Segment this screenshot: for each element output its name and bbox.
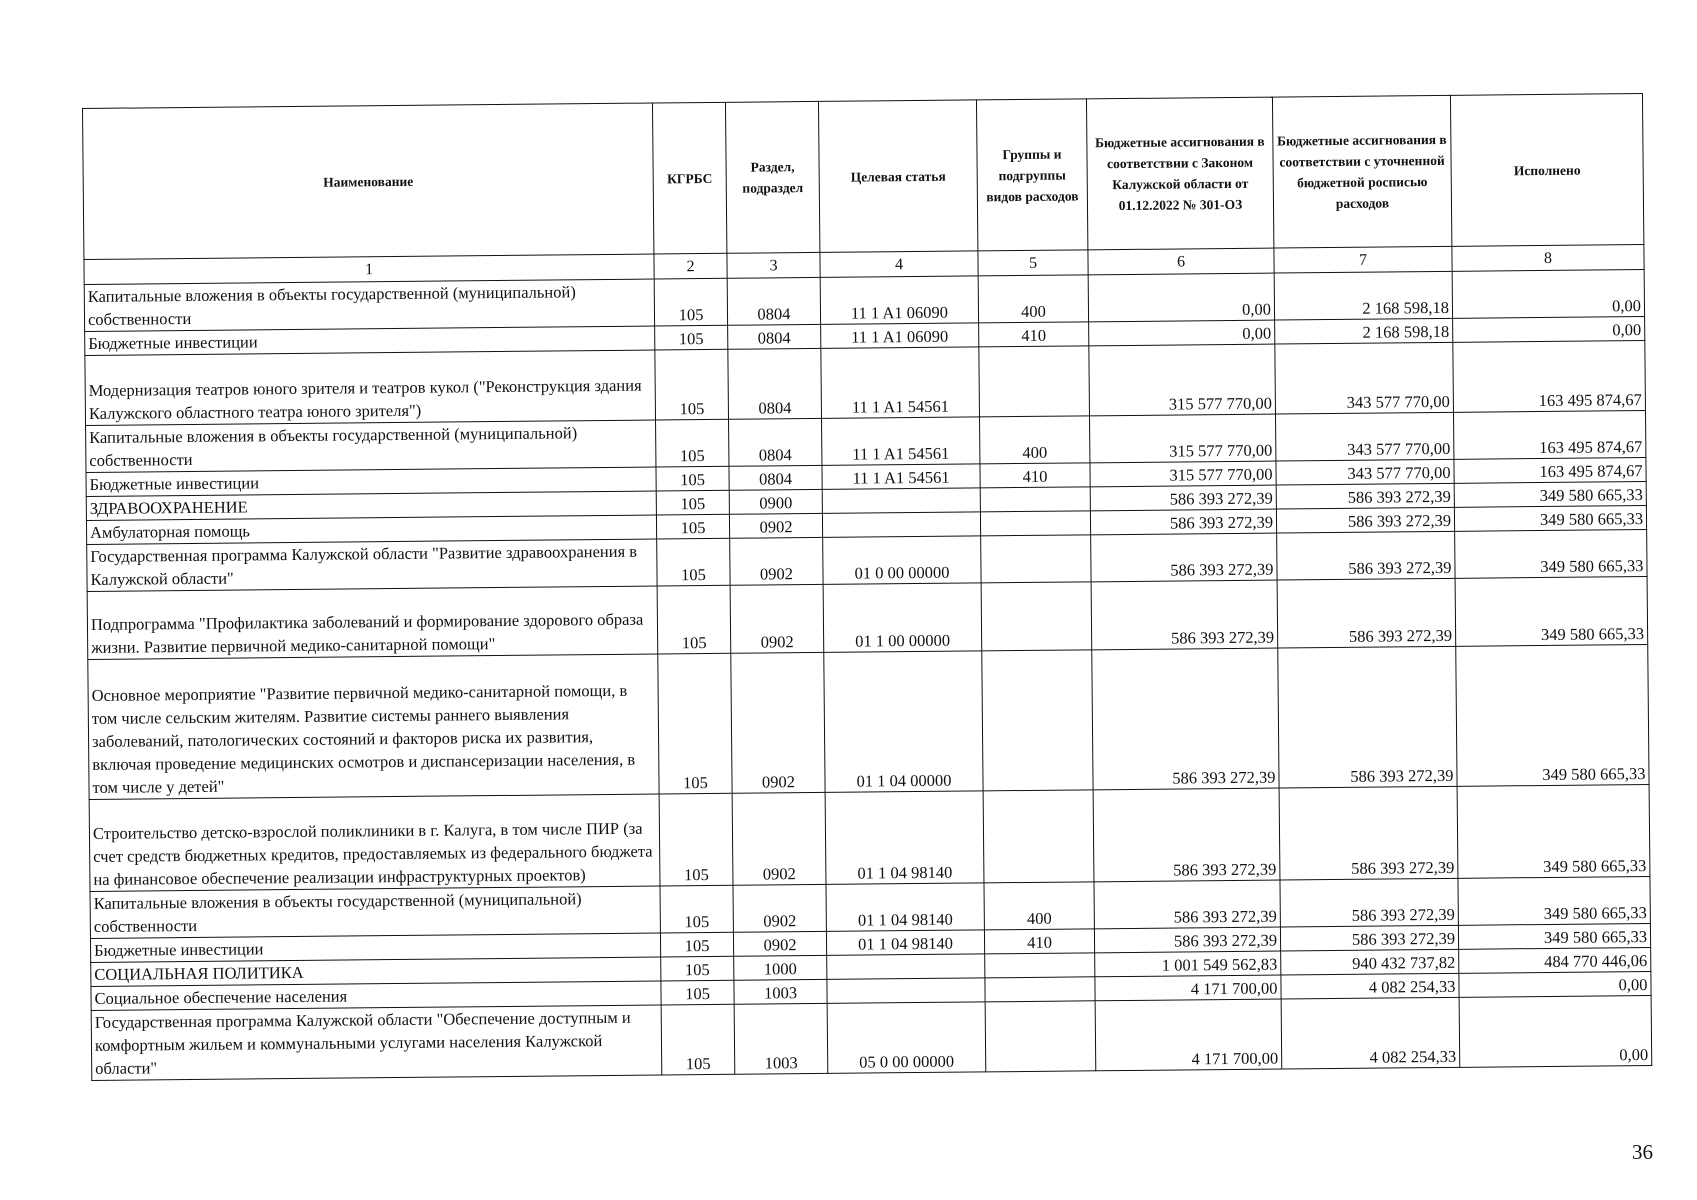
row-law-amount: 4 171 700,00 [1095,975,1281,1001]
row-section: 0902 [729,513,822,538]
row-group [980,487,1090,512]
row-refined-amount: 2 168 598,18 [1274,271,1452,320]
row-section: 0902 [731,652,825,793]
row-name: Капитальные вложения в объекты государственной (муниципальной) собственности [90,886,660,938]
row-kgrbs: 105 [655,325,728,350]
row-executed-amount: 0,00 [1459,971,1651,997]
row-group: 410 [980,463,1090,488]
row-target: 01 1 04 98140 [825,791,984,885]
row-executed-amount: 349 580 665,33 [1455,530,1647,579]
row-law-amount: 315 577 770,00 [1090,461,1276,487]
row-kgrbs: 105 [656,419,729,467]
row-target: 01 1 00 00000 [823,583,982,653]
row-group: 400 [984,882,1094,930]
row-group: 400 [980,416,1090,464]
row-kgrbs: 105 [654,278,727,326]
header-groups: Группы и подгруппы видов расходов [976,99,1087,251]
row-section: 0902 [732,792,826,885]
row-section: 0900 [729,489,822,514]
row-group: 410 [979,322,1089,347]
header-kgrbs: КГРБС [652,102,726,254]
row-section: 0804 [729,465,822,490]
row-refined-amount: 2 168 598,18 [1275,318,1453,344]
row-executed-amount: 163 495 874,67 [1453,411,1645,460]
row-law-amount: 586 393 272,39 [1091,580,1278,650]
row-name: Государственная программа Калужской области "Развитие здравоохранения в Калужской области" [87,539,657,591]
row-law-amount: 586 393 272,39 [1090,485,1276,511]
row-name: Модернизация театров юного зрителя и театров кукол ("Реконструкция здания Калужского областного театра юного зрителя") [85,350,656,425]
row-group [981,535,1091,583]
row-executed-amount: 349 580 665,33 [1458,876,1650,925]
row-section: 1000 [734,955,827,980]
row-section: 0804 [728,324,821,349]
row-law-amount: 586 393 272,39 [1094,880,1280,929]
row-refined-amount: 343 577 770,00 [1275,412,1453,461]
row-section: 1003 [734,1003,828,1074]
row-kgrbs: 105 [659,793,733,886]
row-name: Капитальные вложения в объекты государственной (муниципальной) собственности [86,420,656,472]
row-name: Бюджетные инвестиции [86,467,656,496]
row-executed-amount: 349 580 665,33 [1455,576,1648,646]
row-group [981,582,1092,651]
row-section: 0804 [728,348,822,419]
row-kgrbs: 105 [661,1004,735,1075]
row-section: 0902 [730,537,823,585]
header-law: Бюджетные ассигнования в соответствии с Законом Калужской области от 01.12.2022 № 301-ОЗ [1086,97,1273,250]
row-executed-amount: 349 580 665,33 [1456,644,1649,786]
col-number: 2 [654,253,727,279]
header-name: Наименование [83,103,654,259]
row-refined-amount: 343 577 770,00 [1276,459,1454,485]
row-group [982,650,1093,791]
row-group: 410 [984,929,1094,954]
col-number: 6 [1088,248,1274,275]
row-name: Капитальные вложения в объекты государственной (муниципальной) собственности [84,279,654,331]
row-kgrbs: 105 [657,585,731,654]
col-number: 8 [1452,245,1644,272]
row-name: Бюджетные инвестиции [90,933,660,962]
row-name: ЗДРАВООХРАНЕНИЕ [86,491,656,520]
row-executed-amount: 163 495 874,67 [1453,341,1646,413]
table-row [88,644,1649,799]
row-section: 1003 [734,979,827,1004]
col-number: 1 [84,254,654,284]
row-section: 0804 [727,277,820,325]
row-kgrbs: 105 [656,466,729,491]
row-law-amount: 4 171 700,00 [1095,999,1282,1071]
row-kgrbs: 105 [657,538,730,586]
row-refined-amount: 586 393 272,39 [1278,646,1457,788]
row-kgrbs: 105 [656,514,729,539]
row-target: 11 1 A1 06090 [821,323,979,349]
row-section: 0902 [730,584,824,653]
col-number: 4 [820,251,978,278]
budget-table [82,93,1652,1081]
table-body [84,270,1652,1081]
row-refined-amount: 586 393 272,39 [1277,578,1456,648]
row-target: 11 1 A1 54561 [822,417,980,466]
row-executed-amount: 349 580 665,33 [1457,784,1650,878]
row-executed-amount: 484 770 446,06 [1459,947,1651,973]
row-name: Строительство детско-взрослой поликлиники в г. Калуга, в том числе ПИР (за счет средств бюджетных кредитов, предоставляемых из федерального бюджета на финансовое обеспечение реализации инфраструктурных проектов) [89,794,660,891]
row-target [827,978,985,1004]
budget-table-sheet [82,93,1651,1081]
row-group [979,346,1090,417]
row-refined-amount: 343 577 770,00 [1275,342,1454,414]
row-section: 0902 [733,931,826,956]
row-name: СОЦИАЛЬНАЯ ПОЛИТИКА [91,957,661,986]
table-row [91,995,1652,1080]
row-section: 0804 [729,418,822,466]
row-target [822,512,980,538]
header-refined: Бюджетные ассигнования в соответствии с уточненной бюджетной росписью расходов [1272,95,1451,248]
row-executed-amount: 0,00 [1452,270,1644,319]
row-name: Бюджетные инвестиции [85,326,655,355]
row-law-amount: 1 001 549 562,83 [1095,951,1281,977]
row-law-amount: 586 393 272,39 [1093,788,1280,882]
row-target: 11 1 A1 54561 [821,347,980,419]
row-law-amount: 0,00 [1089,320,1275,346]
row-refined-amount: 586 393 272,39 [1276,507,1454,533]
row-kgrbs: 105 [661,980,734,1005]
row-executed-amount: 349 580 665,33 [1458,923,1650,949]
header-executed: Исполнено [1450,94,1643,247]
row-kgrbs: 105 [655,349,729,420]
table-row [89,784,1650,891]
row-group [983,790,1094,883]
row-executed-amount: 349 580 665,33 [1454,506,1646,532]
row-law-amount: 586 393 272,39 [1091,533,1277,582]
col-number: 5 [978,250,1088,276]
row-refined-amount: 586 393 272,39 [1277,531,1455,580]
row-section: 0902 [733,884,826,932]
row-refined-amount: 940 432 737,82 [1281,949,1459,975]
row-target: 01 1 04 98140 [826,930,984,956]
row-target: 11 1 A1 54561 [822,464,980,490]
row-group: 400 [978,275,1088,323]
row-law-amount: 586 393 272,39 [1090,509,1276,535]
row-target: 01 1 04 98140 [826,883,984,932]
row-group [985,977,1095,1002]
row-refined-amount: 586 393 272,39 [1280,925,1458,951]
row-refined-amount: 586 393 272,39 [1276,483,1454,509]
row-law-amount: 315 577 770,00 [1090,414,1276,463]
page-number: 36 [1632,1140,1653,1164]
row-law-amount: 315 577 770,00 [1089,344,1276,416]
header-section: Раздел, подраздел [725,101,819,253]
row-target: 01 0 00 00000 [823,536,981,585]
row-target: 11 1 A1 06090 [820,276,978,325]
col-number: 7 [1274,246,1452,273]
row-name: Государственная программа Калужской области "Обеспечение доступным и комфортным жильем и коммунальными услугами населения Калужской области" [91,1005,662,1080]
row-group [980,511,1090,536]
row-executed-amount: 349 580 665,33 [1454,482,1646,508]
row-target: 05 0 00 00000 [827,1002,986,1074]
col-number: 3 [727,252,820,278]
row-refined-amount: 586 393 272,39 [1279,786,1458,880]
row-name: Основное мероприятие "Развитие первичной медико-санитарной помощи, в том числе сельским жителям. Развитие системы раннего выявления заболеваний, патологических состояний и факторов риска их развития, включая проведение медицинских осмотров и диспансеризации населения, в том числе у детей" [88,654,659,799]
row-target: 01 1 04 00000 [824,651,983,793]
row-law-amount: 586 393 272,39 [1092,648,1279,790]
header-row [83,94,1644,260]
row-target [822,488,980,514]
row-kgrbs: 105 [656,490,729,515]
row-kgrbs: 105 [660,932,733,957]
row-group [985,953,1095,978]
row-name: Амбулаторная помощь [86,515,656,544]
row-law-amount: 586 393 272,39 [1094,927,1280,953]
row-kgrbs: 105 [660,885,733,933]
row-kgrbs: 105 [658,653,732,794]
row-law-amount: 0,00 [1088,273,1274,322]
row-target [827,954,985,980]
row-executed-amount: 163 495 874,67 [1454,458,1646,484]
row-group [985,1001,1096,1072]
row-name: Подпрограмма "Профилактика заболеваний и формирование здорового образа жизни. Развитие первичной медико-санитарной помощи" [87,586,658,659]
row-refined-amount: 586 393 272,39 [1280,878,1458,927]
row-name: Социальное обеспечение населения [91,981,661,1010]
row-refined-amount: 4 082 254,33 [1281,973,1459,999]
row-executed-amount: 0,00 [1453,317,1645,343]
row-refined-amount: 4 082 254,33 [1281,997,1460,1069]
row-executed-amount: 0,00 [1459,995,1652,1067]
row-kgrbs: 105 [661,956,734,981]
header-target: Целевая статья [818,100,977,253]
